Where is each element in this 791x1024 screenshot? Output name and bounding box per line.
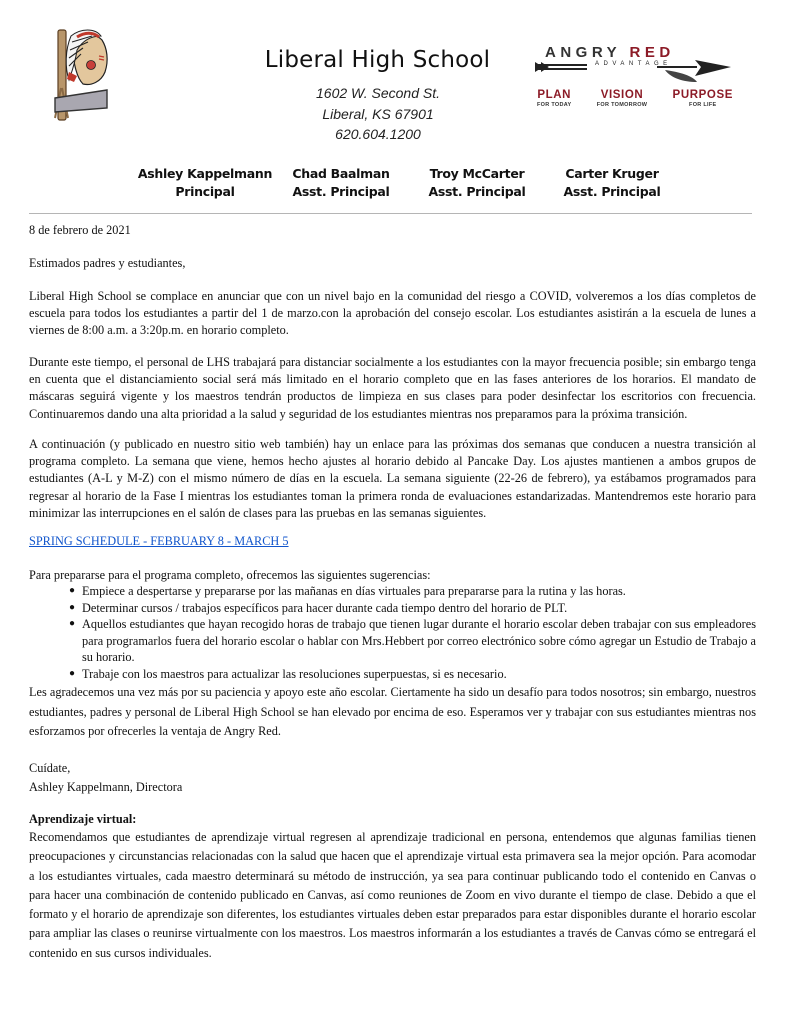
school-phone: 620.604.1200 (335, 126, 421, 142)
bullet-icon: ● (69, 601, 76, 613)
staff-title: Principal (175, 183, 235, 199)
address-street: 1602 W. Second St. (316, 85, 440, 101)
paragraph-announcement: Liberal High School se complace en anunciar que con un nivel bajo en la comunidad del riesgo a COVID, volveremos a los días completos de escuela para todos los estudiantes a partir del 1 de marzo.con la aprobación del consejo escolar. Los estudiantes asistirán a la escuela de lunes a viernes de 8:00 a.m. a 3:20p.m. en horario completo. (29, 289, 756, 338)
staff-asst-principal-3 (551, 165, 673, 200)
staff-name: Troy McCarter (429, 166, 525, 181)
letter-signature: Ashley Kappelmann, Directora (29, 780, 183, 794)
staff-directory (130, 165, 690, 205)
staff-name: Carter Kruger (565, 166, 659, 181)
letter-greeting: Estimados padres y estudiantes, (29, 256, 186, 270)
staff-title: Asst. Principal (292, 183, 390, 199)
letter-date: 8 de febrero de 2021 (29, 223, 131, 237)
pillar-purpose: PURPOSE FOR LIFE (672, 89, 733, 108)
suggestion-item: ● Aquellos estudiantes que hayan recogido horas de trabajo que tienen lugar durante el horario escolar deben trabajar con sus empleadores para programarlos fuera del horario escolar o hablar con Mrs.Hebbert por correo electrónico sobre cómo agregar un Estudio de Trabajo a su horario. (69, 617, 756, 665)
paragraph-closing: Les agradecemos una vez más por su paciencia y apoyo este año escolar. Ciertamente ha sido un desafío para todos nosotros; sin embargo, nuestros estudiantes, padres y personal de Liberal High School se han elevado por encima de eso. Esperamos ver y trabajar con sus estudiantes mientras nos esforzamos por ofrecerles la ventaja de Angry Red. (29, 685, 756, 738)
suggestion-item: ● Empiece a despertarse y prepararse por las mañanas en días virtuales para prepararse para la rutina y las horas. (69, 584, 626, 598)
staff-title: Asst. Principal (563, 183, 661, 199)
paragraph-distancing: Durante este tiempo, el personal de LHS trabajará para distanciar socialmente a los estudiantes con la mayor frecuencia posible; sin embargo tenga en cuenta que el distanciamiento social será más limitado en el horario completo que en las fases anteriores de los horarios. El mandato de máscaras seguirá vigente y los maestros tendrán productos de limpieza en sus clases para poder desinfectar los escritorios con frecuencia. Continuaremos dando una alta prioridad a la salud y seguridad de los estudiantes mientras nos preparamos para la próxima transición. (29, 355, 756, 421)
school-address (263, 83, 493, 145)
suggestions-list (29, 583, 756, 683)
virtual-learning-heading: Aprendizaje virtual: (29, 812, 137, 826)
bullet-icon: ● (69, 585, 76, 596)
address-city: Liberal, KS 67901 (322, 105, 434, 122)
staff-asst-principal-2 (416, 165, 538, 200)
brand-title: ANGRY RED (545, 44, 675, 61)
staff-asst-principal-1 (280, 165, 402, 200)
suggestion-item: ● Determinar cursos / trabajos específicos para hacer durante cada tiempo dentro del horario de PLT. (69, 600, 568, 615)
angry-red-advantage-logo (535, 44, 735, 116)
header-divider (29, 213, 752, 214)
suggestion-item: ● Trabaje con los maestros para actualizar las resoluciones superpuestas, si es necesario. (69, 666, 507, 681)
staff-principal (130, 165, 280, 200)
suggestions-intro: Para prepararse para el programa completo, ofrecemos las siguientes sugerencias: (29, 568, 431, 582)
staff-name: Ashley Kappelmann (137, 166, 273, 181)
letter-signoff: Cuídate, (29, 761, 71, 775)
school-name: Liberal High School (264, 47, 491, 73)
paragraph-virtual-learning: Recomendamos que estudiantes de aprendizaje virtual regresen al aprendizaje tradicional en persona, entendemos que algunas familias tienen preocupaciones y circunstancias relacionadas con la salud que hacen que el aprendizaje virtual esta primavera sea la mejor opción. Para acomodar a los estudiantes virtuales, cada maestro determinará su método de instrucción, ya sea para continuar publicando todo el contenido en Canvas o para hacer una combinación de contenido publicado en Canvas, así como reuniones de Zoom en vivo durante el tiempo de clase. Debido a que el formato y el horario de aprendizaje son diferentes, los estudiantes virtuales deben estar preparados para estar disponibles durante el horario escolar para ampliar las clases o reunirse virtualmente con los maestros. Los maestros informarán a los estudiantes a través de Canvas cómo se entregará el contenido en sus cursos individuales. (29, 830, 756, 960)
school-mascot-logo-icon (47, 28, 117, 122)
spring-schedule-link[interactable]: SPRING SCHEDULE - FEBRUARY 8 - MARCH 5 (29, 534, 289, 548)
bullet-icon: ● (69, 618, 76, 630)
schedule-link-container (29, 533, 756, 550)
brand-subtitle: ADVANTAGE (595, 61, 672, 67)
brand-pillars (537, 89, 733, 108)
paragraph-schedule: A continuación (y publicado en nuestro sitio web también) hay un enlace para las próximas dos semanas que conducen a nuestra transición al programa completo. La semana que viene, hemos hecho ajustes al horario debido al Pancake Day. Los ajustes mantienen a ambos grupos de estudiantes (A-L y M-Z) con el mismo número de días en la escuela. La semana siguiente (22-26 de febrero), ya estábamos programados para regresar al horario de la Fase I mientras los estudiantes toman la primera ronda de evaluaciones estandarizadas. Mantendremos este horario para minimizar las interrupciones en el salón de clases para las pruebas en las semanas siguientes. (29, 437, 756, 520)
pillar-vision: VISION FOR TOMORROW (596, 89, 648, 108)
staff-title: Asst. Principal (428, 183, 526, 199)
pillar-plan: PLAN FOR TODAY (537, 89, 572, 108)
bullet-icon: ● (69, 667, 76, 679)
staff-name: Chad Baalman (292, 166, 390, 181)
